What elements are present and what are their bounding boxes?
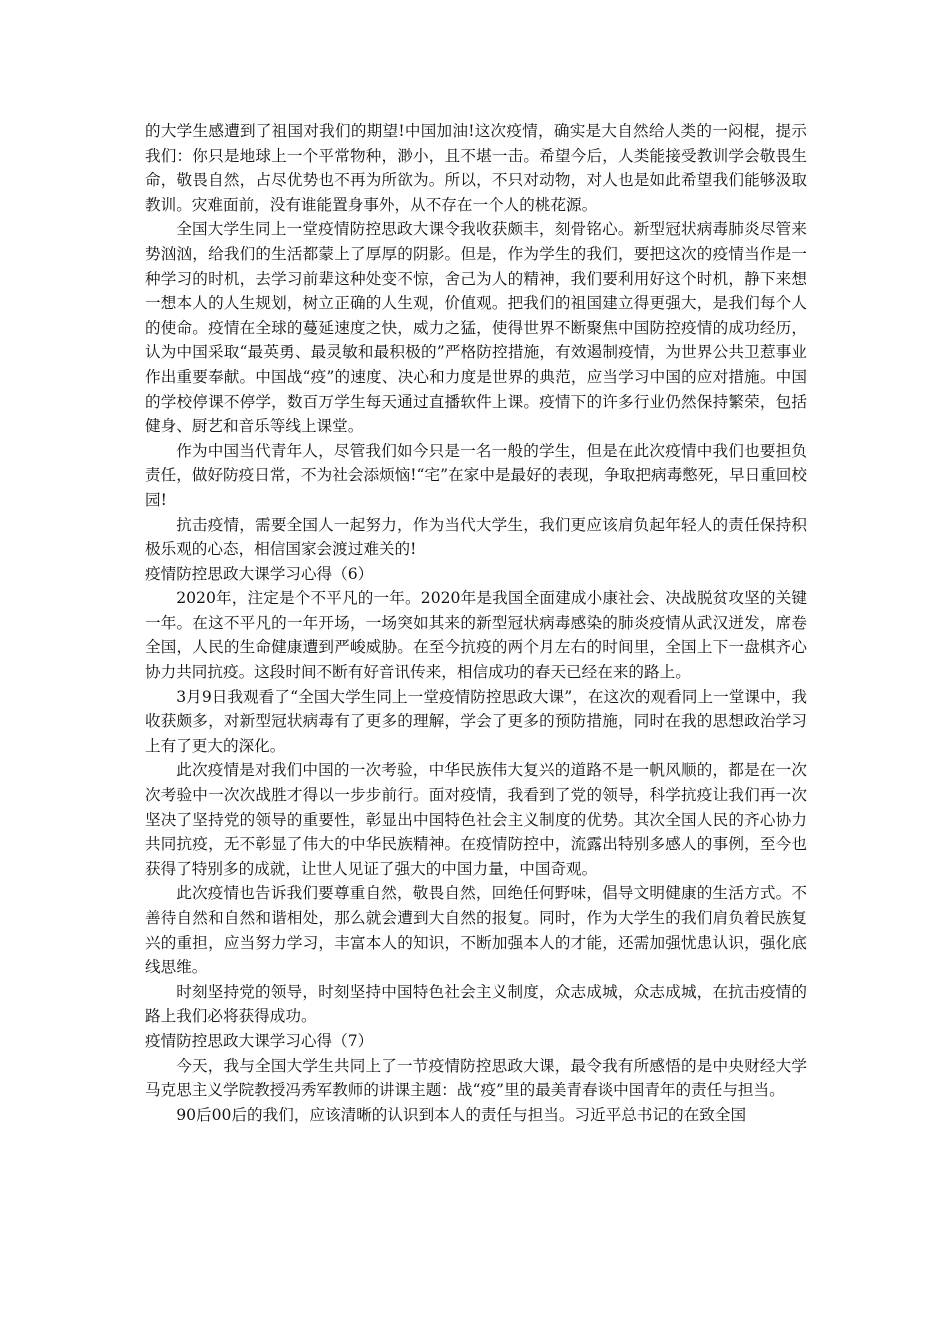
document-body (145, 119, 807, 1127)
paragraph: 此次疫情也告诉我们要尊重自然，敬畏自然，回绝任何野味，倡导文明健康的生活方式。不善待自然和自然和谐相处，那么就会遭到大自然的报复。同时，作为大学生的我们肩负着民族复兴的重担，应当努力学习，丰富本人的知识，不断加强本人的才能，还需加强忧患认识，强化底线思维。 (145, 884, 807, 977)
paragraph: 作为中国当代青年人，尽管我们如今只是一名一般的学生，但是在此次疫情中我们也要担负责任，做好防疫日常，不为社会添烦恼!“宅”在家中是最好的表现，争取把病毒憋死，早日重回校园! (145, 441, 807, 509)
paragraph: 全国大学生同上一堂疫情防控思政大课令我收获颇丰，刻骨铭心。新型冠状病毒肺炎尽管来势汹汹，给我们的生活都蒙上了厚厚的阴影。但是，作为学生的我们，要把这次的疫情当作是一种学习的时机，去学习前辈这种处变不惊，舍己为人的精神，我们要利用好这个时机，静下来想一想本人的人生规划，树立正确的人生观，价值观。把我们的祖国建立得更强大，是我们每个人的使命。疫情在全球的蔓延速度之快，威力之猛，使得世界不断聚焦中国防控疫情的成功经历，认为中国采取“最英勇、最灵敏和最积极的”严格防控措施，有效遏制疫情，为世界公共卫惹事业作出重要奉献。中国战“疫”的速度、决心和力度是世界的典范，应当学习中国的应对措施。中国的学校停课不停学，数百万学生每天通过直播软件上课。疫情下的许多行业仍然保持繁荣，包括健身、厨艺和音乐等线上课堂。 (145, 220, 807, 436)
section-heading: 疫情防控思政大课学习心得（7） (145, 1031, 374, 1050)
paragraph: 90后00后的我们，应该清晰的认识到本人的责任与担当。习近平总书记的在致全国 (176, 1105, 747, 1124)
paragraph: 2020年，注定是个不平凡的一年。2020年是我国全面建成小康社会、决战脱贫攻坚的关键一年。在这不平凡的一年开场，一场突如其来的新型冠状病毒感染的肺炎疫情从武汉迸发，席卷全国，人民的生命健康遭到严峻威胁。在至今抗疫的两个月左右的时间里，全国上下一盘棋齐心协力共同抗疫。这段时间不断有好音讯传来，相信成功的春天已经在来的路上。 (145, 589, 807, 682)
paragraph: 的大学生感遭到了祖国对我们的期望!中国加油!这次疫情，确实是大自然给人类的一闷棍，提示我们：你只是地球上一个平常物种，渺小，且不堪一击。希望今后，人类能接受教训学会敬畏生命，敬畏自然，占尽优势也不再为所欲为。所以，不只对动物，对人也是如此希望我们能够汲取教训。灾难面前，没有谁能置身事外，从不存在一个人的桃花源。 (145, 122, 807, 214)
paragraph: 抗击疫情，需要全国人一起努力，作为当代大学生，我们更应该肩负起年轻人的责任保持积极乐观的心态，相信国家会渡过难关的! (145, 515, 807, 559)
paragraph: 3月9日我观看了“全国大学生同上一堂疫情防控思政大课”，在这次的观看同上一堂课中，我收获颇多，对新型冠状病毒有了更多的理解，学会了更多的预防措施，同时在我的思想政治学习上有了更大的深化。 (145, 687, 807, 755)
section-heading: 疫情防控思政大课学习心得（6） (145, 564, 374, 583)
paragraph: 此次疫情是对我们中国的一次考验，中华民族伟大复兴的道路不是一帆风顺的，都是在一次次考验中一次次战胜才得以一步步前行。面对疫情，我看到了党的领导，科学抗疫让我们再一次坚决了坚持党的领导的重要性，彰显出中国特色社会主义制度的优势。其次全国人民的齐心协力共同抗疫，无不彰显了伟大的中华民族精神。在疫情防控中，流露出特别多感人的事例，至今也获得了特别多的成就，让世人见证了强大的中国力量，中国奇观。 (145, 761, 807, 878)
paragraph: 今天，我与全国大学生共同上了一节疫情防控思政大课，最令我有所感悟的是中央财经大学马克思主义学院教授冯秀军教师的讲课主题：战“疫”里的最美青春谈中国青年的责任与担当。 (145, 1056, 807, 1100)
paragraph: 时刻坚持党的领导，时刻坚持中国特色社会主义制度，众志成城，众志成城，在抗击疫情的路上我们必将获得成功。 (145, 982, 807, 1026)
